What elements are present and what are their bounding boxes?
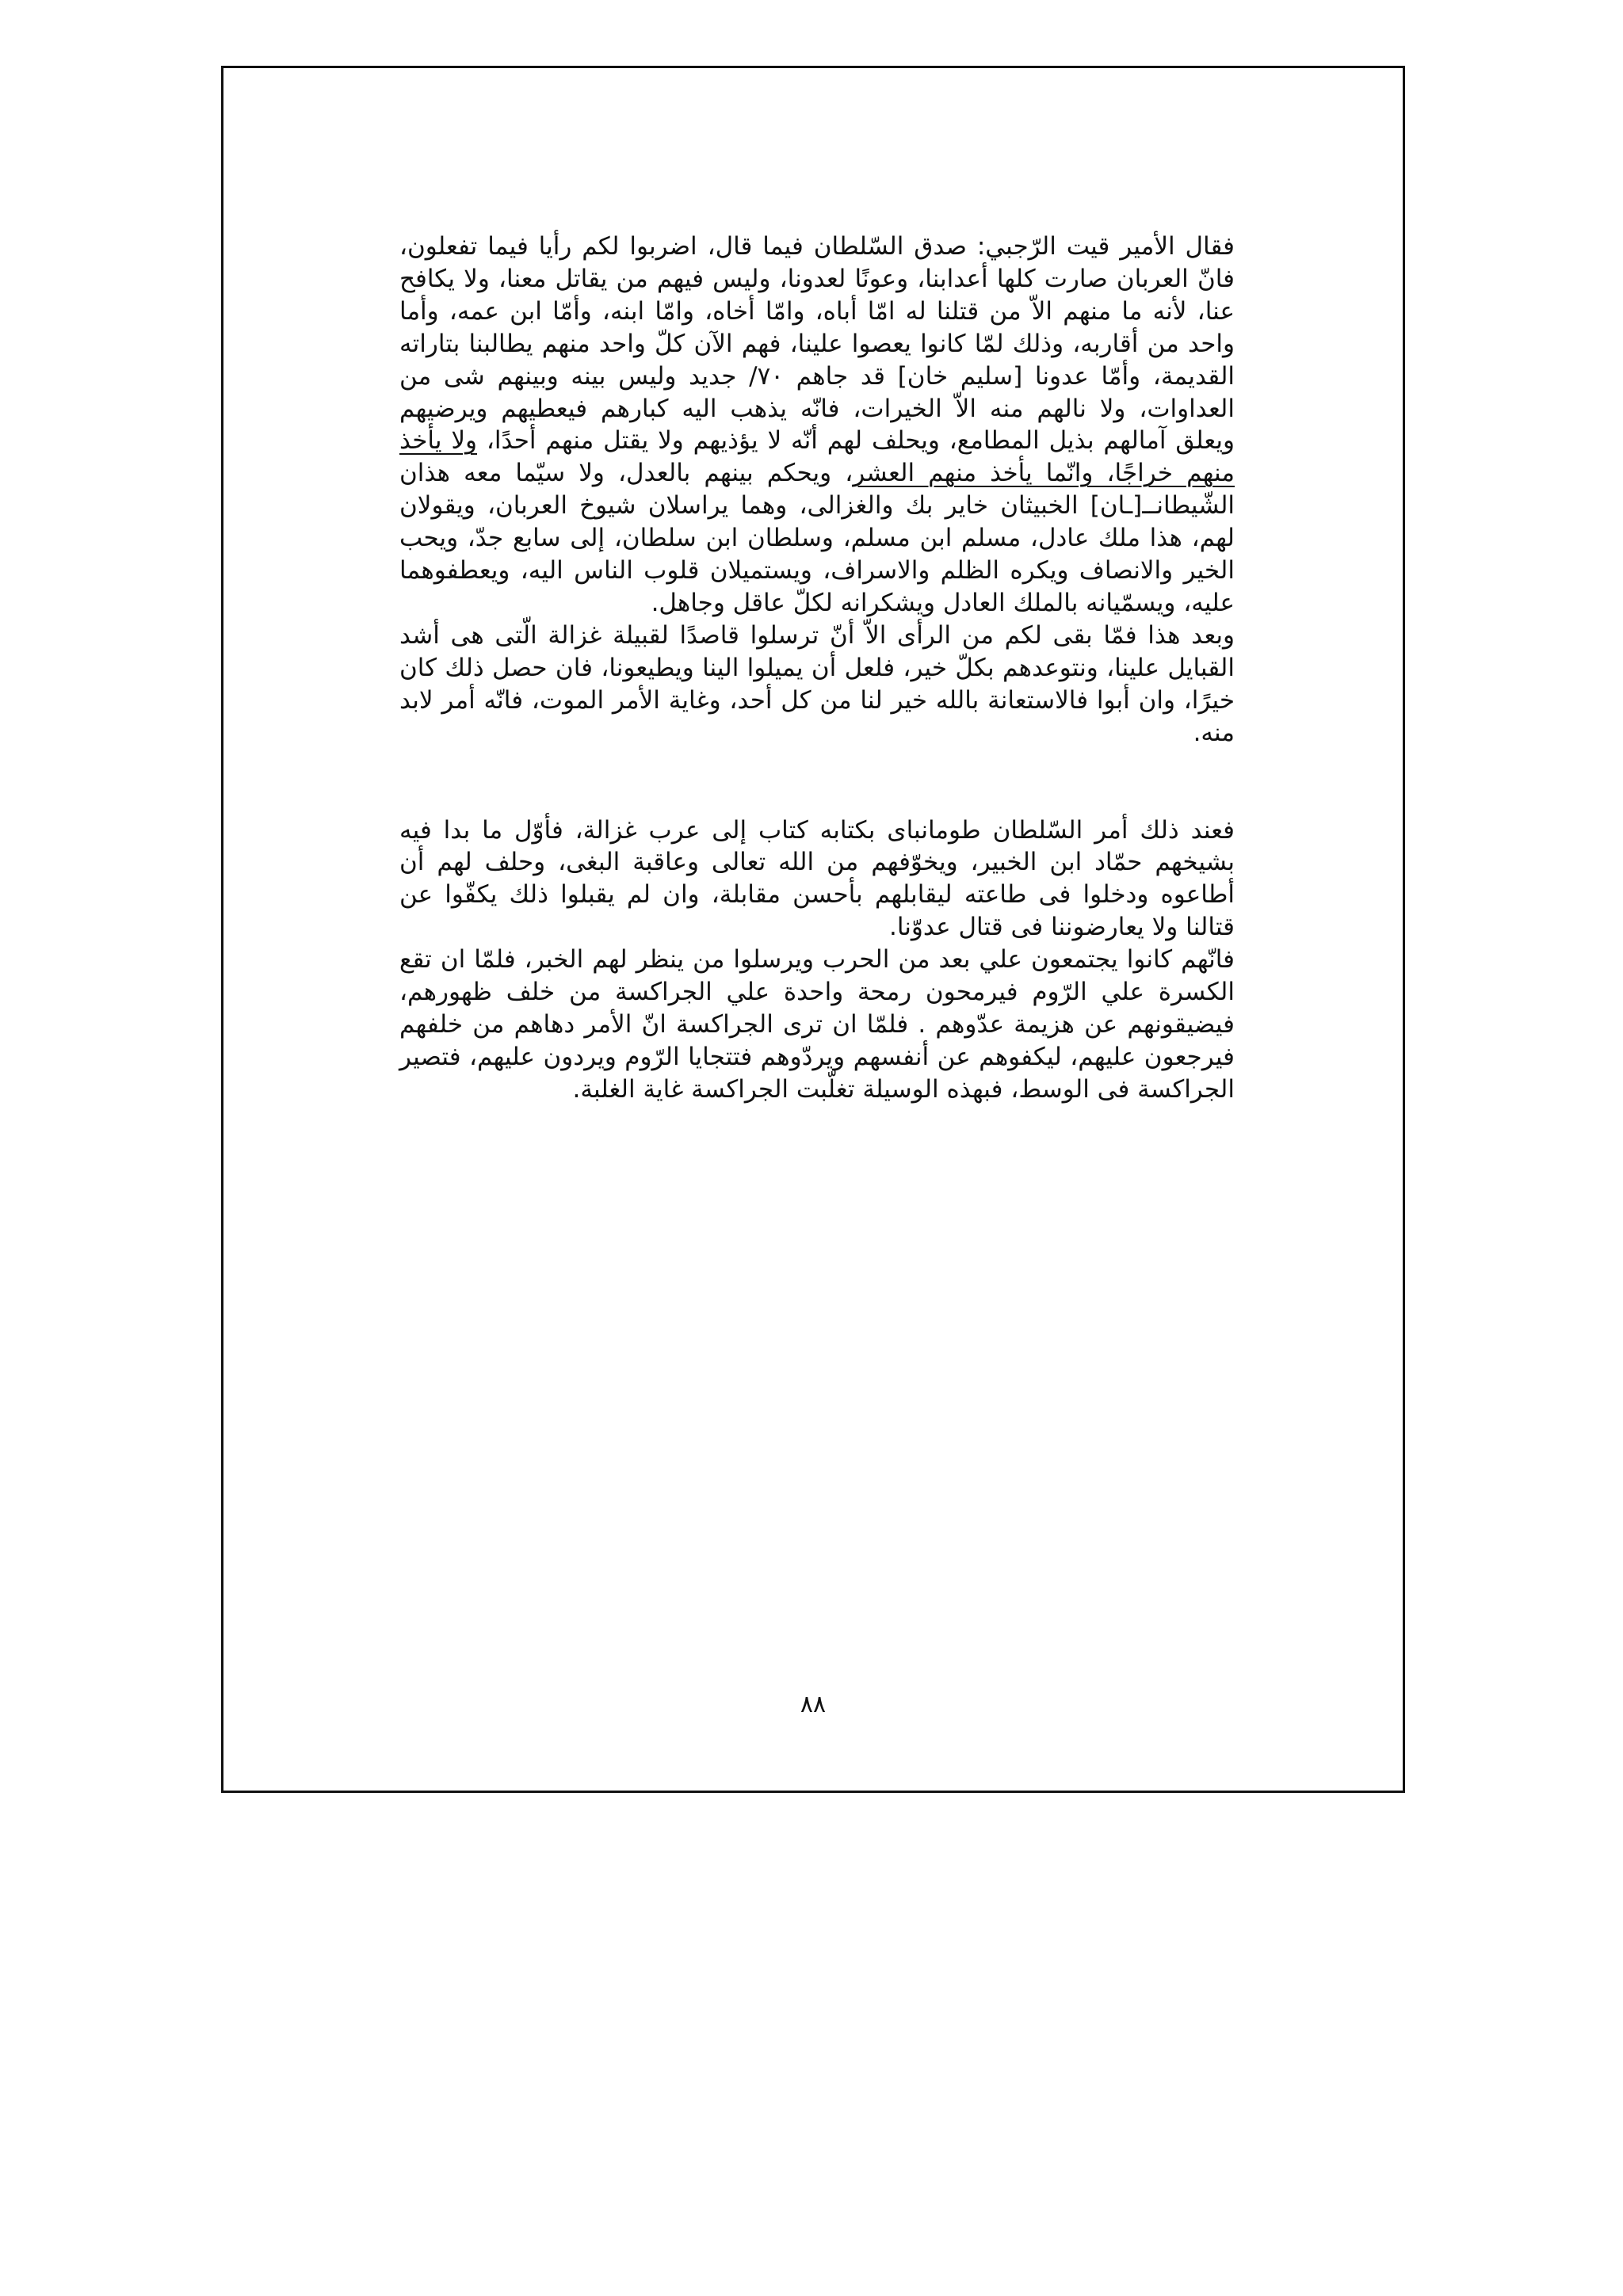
page-border [221, 66, 1405, 1793]
text-run: وبعد هذا فمّا بقى لكم من الرأى الاّ أنّ ترسلوا قاصدًا لقبيلة غزالة الّتى هى أشد القبايل علينا، ونتوعدهم بكلّ خير، فلعل أن يميلوا الينا ويطيعونا، فان حصل ذلك كان خيرًا، وان أبوا فالاستعانة بالله خير لنا من كل أحد، وغاية الأمر الموت، فانّه أمر لابد منه. [399, 620, 1235, 747]
paragraph [399, 620, 1235, 749]
text-run: ، ويحكم بينهم بالعدل، ولا سيّما معه هذان الشّيطانــ[ـان] الخبيثان خاير بك والغزالى، وهما يراسلان شيوخ العربان، ويقولان لهم، هذا ملك عادل، مسلم ابن مسلم، وسلطان ابن سلطان، إلى سابع جدّ، ويحب الخير والانصاف ويكره الظلم والاسراف، ويستميلان قلوب الناس اليه، ويعطفوهما عليه، ويسمّيانه بالملك العادل ويشكرانه لكلّ عاقل وجاهل. [399, 459, 1235, 617]
paragraph [399, 231, 1235, 620]
body-text [399, 231, 1235, 1106]
text-run: فقال الأمير قيت الرّجبي: صدق السّلطان فيما قال، اضربوا لكم رأيا فيما تفعلون، فانّ العربان صارت كلها أعدابنا، وعونًا لعدونا، وليس فيهم من يقاتل معنا، ولا يكافح عنا، لأنه ما منهم الاّ من قتلنا له امّا أباه، وامّا أخاه، وامّا ابنه، وأمّا ابن عمه، وأما واحد من أقاربه، وذلك لمّا كانوا يعصوا علينا، فهم الآن كلّ واحد منهم يطالبنا بتاراته القديمة، وأمّا عدونا [سليم خان] قد جاهم ٧٠/ جديد وليس بينه وبينهم شى من العداوات، ولا نالهم منه الاّ الخيرات، فانّه يذهب اليه كبارهم فيعطيهم ويرضيهم ويعلق آمالهم بذيل المطامع، ويحلف لهم أنّه لا يؤذيهم ولا يقتل منهم أحدًا، [399, 232, 1235, 456]
text-run: فانّهم كانوا يجتمعون علي بعد من الحرب ويرسلوا من ينظر لهم الخبر، فلمّا ان تقع الكسرة علي الرّوم فيرمحون رمحة واحدة علي الجراكسة من خلف ظهورهم، فيضيقونهم عن هزيمة عدّوهم . فلمّا ان ترى الجراكسة انّ الأمر دهاهم من خلفهم فيرجعون عليهم، ليكفوهم عن أنفسهم ويردّوهم فتتجايا الرّوم ويردون عليهم، فتصير الجراكسة فى الوسط، فبهذه الوسيلة تغلّبت الجراكسة غاية الغلبة. [399, 945, 1235, 1104]
text-run: فعند ذلك أمر السّلطان طومانباى بكتابه كتاب إلى عرب غزالة، فأوّل ما بدا فيه بشيخهم حمّاد ابن الخبير، ويخوّفهم من الله تعالى وعاقبة البغى، وحلف لهم أن أطاعوه ودخلوا فى طاعته ليقابلهم بأحسن مقابلة، وان لم يقبلوا ذلك يكفّوا عن قتالنا ولا يعارضوننا فى قتال عدوّنا. [399, 815, 1235, 942]
underlined-text: ولا يأخذ منهم خراجًا، وانّما يأخذ منهم العشر [399, 426, 1235, 488]
paragraph-gap [399, 749, 1235, 814]
page-number: ٨٨ [800, 1691, 827, 1718]
paragraph [399, 944, 1235, 1106]
paragraph [399, 814, 1235, 944]
